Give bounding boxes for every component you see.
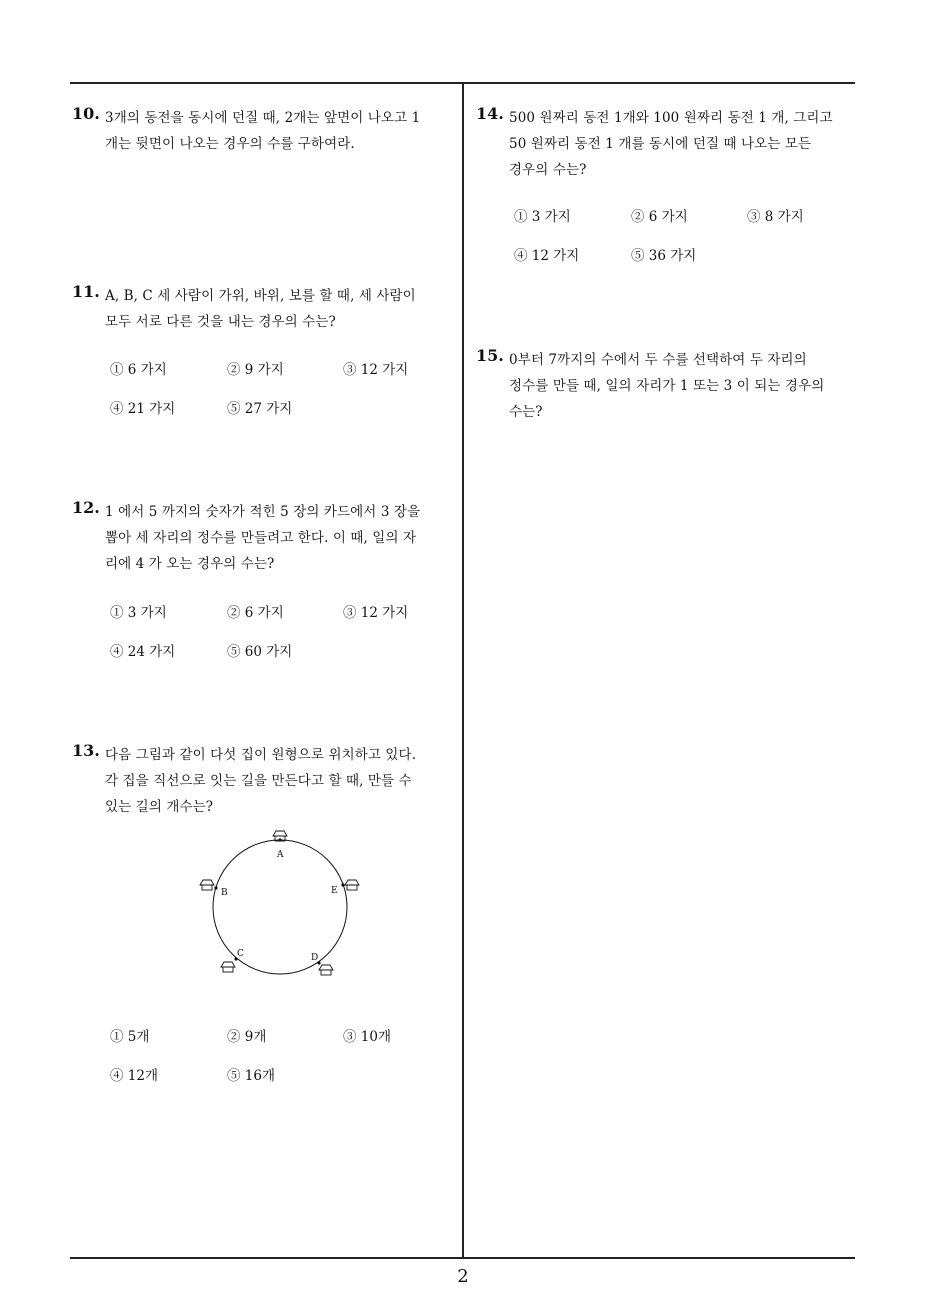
question-line: 500 원짜리 동전 1개와 100 원짜리 동전 1 개, 그리고 [509, 110, 833, 126]
house-icon [319, 965, 333, 975]
question-text [105, 283, 455, 335]
question-number: 15. [476, 346, 504, 365]
question-line: 1 에서 5 까지의 숫자가 적힌 5 장의 카드에서 3 장을 [105, 504, 421, 520]
question-line: A, B, C 세 사람이 가위, 바위, 보를 할 때, 세 사람이 [105, 288, 416, 304]
choice-2[interactable]: ② 9개 [227, 1029, 267, 1045]
question-text [105, 105, 455, 157]
column-divider [462, 82, 464, 1258]
question-line: 각 집을 직선으로 잇는 길을 만든다고 할 때, 만들 수 [105, 773, 412, 789]
choice-1[interactable]: ① 6 가지 [110, 362, 167, 378]
question-number: 12. [72, 498, 100, 517]
house-icon [221, 962, 235, 972]
label-a: A [277, 850, 284, 860]
question-number: 10. [72, 104, 100, 123]
question-text [105, 499, 455, 577]
choice-1[interactable]: ① 3 가지 [110, 605, 167, 621]
question-text [105, 742, 455, 820]
question-line: 리에 4 가 오는 경우의 수는? [105, 556, 275, 572]
question-line: 뽑아 세 자리의 정수를 만들려고 한다. 이 때, 일의 자 [105, 530, 417, 546]
choice-2[interactable]: ② 6 가지 [631, 209, 688, 225]
point-b [214, 886, 217, 889]
choice-1[interactable]: ① 3 가지 [514, 209, 571, 225]
choice-4[interactable]: ④ 21 가지 [110, 401, 176, 417]
choice-5[interactable]: ⑤ 27 가지 [227, 401, 293, 417]
choice-3[interactable]: ③ 10개 [343, 1029, 392, 1045]
question-line: 50 원짜리 동전 1 개를 동시에 던질 때 나오는 모든 [509, 136, 812, 152]
house-icon [200, 880, 214, 890]
question-line: 수는? [509, 404, 543, 420]
label-b: B [221, 888, 228, 898]
question-line: 경우의 수는? [509, 162, 587, 178]
question-number: 13. [72, 741, 100, 760]
label-d: D [311, 953, 319, 963]
houses-circle-diagram [195, 822, 365, 982]
choice-3[interactable]: ③ 12 가지 [343, 362, 409, 378]
question-line: 다음 그림과 같이 다섯 집이 원형으로 위치하고 있다. [105, 747, 417, 763]
choice-4[interactable]: ④ 24 가지 [110, 644, 176, 660]
choice-2[interactable]: ② 6 가지 [227, 605, 284, 621]
question-text [509, 105, 859, 183]
question-line: 개는 뒷면이 나오는 경우의 수를 구하여라. [105, 136, 355, 152]
bottom-rule [70, 1257, 855, 1259]
page-number: 2 [457, 1266, 469, 1287]
choice-1[interactable]: ① 5개 [110, 1029, 150, 1045]
choice-4[interactable]: ④ 12개 [110, 1068, 159, 1084]
point-e [341, 883, 344, 886]
question-line: 0부터 7까지의 수에서 두 수를 선택하여 두 자리의 [509, 352, 807, 368]
question-line: 있는 길의 개수는? [105, 799, 214, 815]
choice-4[interactable]: ④ 12 가지 [514, 248, 580, 264]
label-c: C [237, 949, 244, 959]
question-line: 3개의 동전을 동시에 던질 때, 2개는 앞면이 나오고 1 [105, 110, 421, 126]
question-number: 14. [476, 104, 504, 123]
house-icon [345, 880, 359, 890]
choice-2[interactable]: ② 9 가지 [227, 362, 284, 378]
circle-path [213, 840, 347, 974]
question-number: 11. [72, 282, 100, 301]
choice-5[interactable]: ⑤ 36 가지 [631, 248, 697, 264]
choice-5[interactable]: ⑤ 16개 [227, 1068, 276, 1084]
choice-3[interactable]: ③ 8 가지 [747, 209, 804, 225]
label-e: E [331, 886, 338, 896]
choice-5[interactable]: ⑤ 60 가지 [227, 644, 293, 660]
question-text [509, 347, 859, 425]
choice-3[interactable]: ③ 12 가지 [343, 605, 409, 621]
question-line: 정수를 만들 때, 일의 자리가 1 또는 3 이 되는 경우의 [509, 378, 825, 394]
question-line: 모두 서로 다른 것을 내는 경우의 수는? [105, 314, 336, 330]
